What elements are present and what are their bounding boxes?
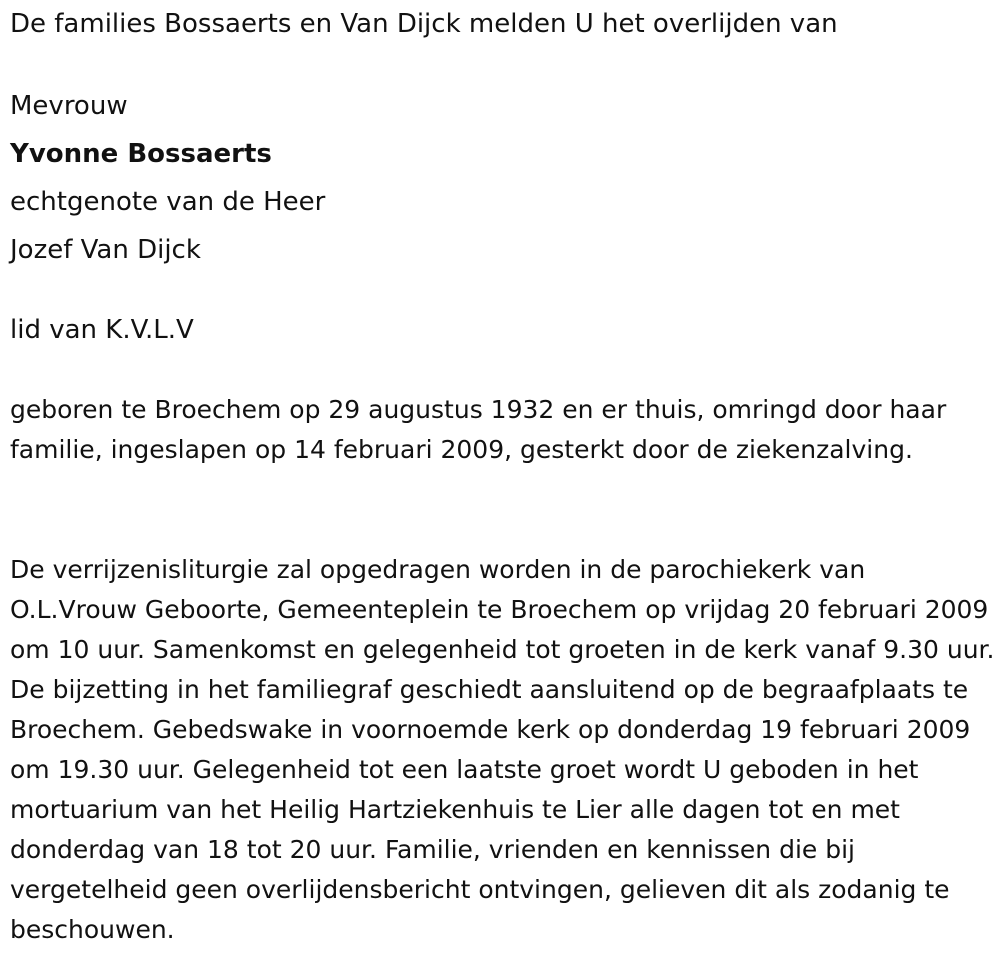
title-line: Mevrouw — [10, 91, 128, 121]
relation-line: echtgenote van de Heer — [10, 187, 326, 217]
membership-line: lid van K.V.L.V — [10, 315, 194, 345]
deceased-name: Yvonne Bossaerts — [10, 139, 272, 169]
birth-paragraph: geboren te Broechem op 29 augustus 1932 en er thuis, omringd door haar familie, ingeslapen op 14 februari 2009, gesterkt door de ziekenzalving. — [10, 395, 947, 464]
service-paragraph: De verrijzenisliturgie zal opgedragen worden in de parochiekerk van O.L.Vrouw Geboorte, Gemeenteplein te Broechem op vrijdag 20 februari 2009 om 10 uur. Samenkomst en gelegenheid tot groeten in de kerk vanaf 9.30 uur. De bijzetting in het familiegraf geschiedt aansluitend op de begraafplaats te Broechem. Gebedswake in voornoemde kerk op donderdag 19 februari 2009 om 19.30 uur. Gelegenheid tot een laatste groet wordt U geboden in het mortuarium van het Heilig Hartziekenhuis te Lier alle dagen tot en met donderdag van 18 tot 20 uur. Familie, vrienden en kennissen die bij vergetelheid geen overlijdensbericht ontvingen, gelieven dit als zodanig te beschouwen. — [10, 555, 995, 944]
intro-line: De families Bossaerts en Van Dijck melden U het overlijden van — [10, 9, 838, 39]
spouse-name: Jozef Van Dijck — [10, 235, 201, 265]
